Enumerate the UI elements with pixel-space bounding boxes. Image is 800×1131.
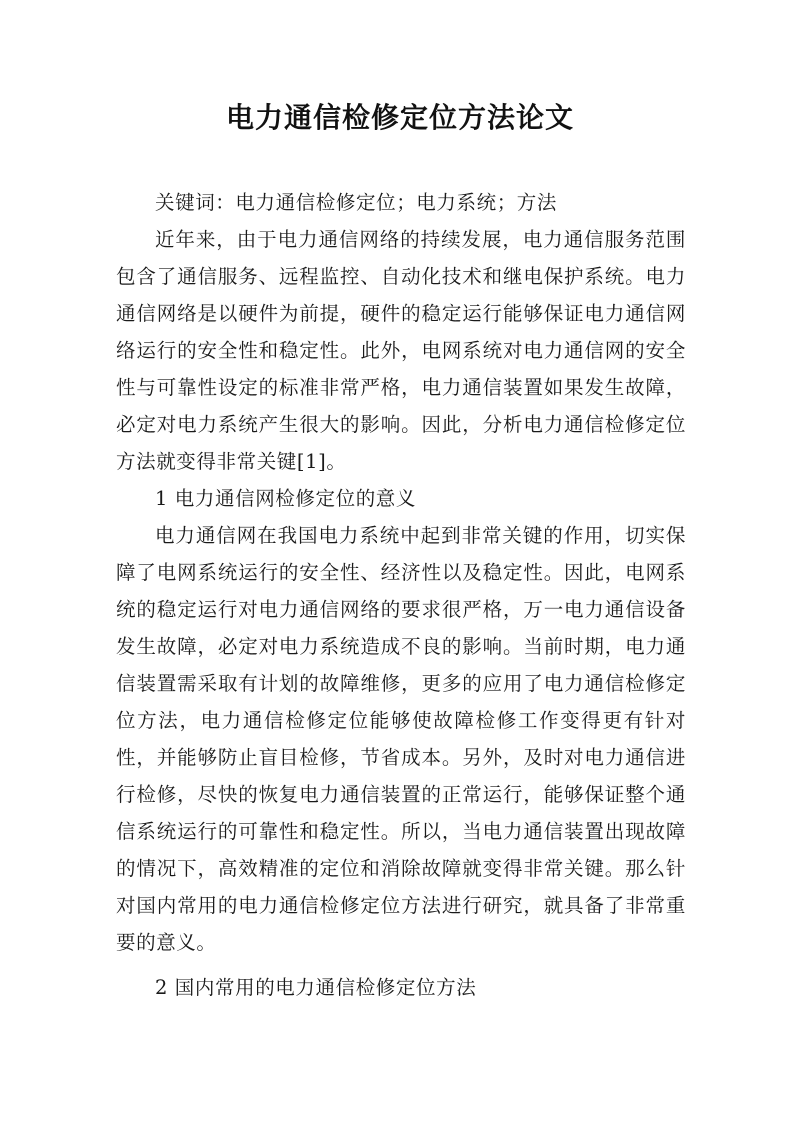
keywords-line: 关键词：电力通信检修定位；电力系统；方法 <box>155 191 558 214</box>
document-title: 电力通信检修定位方法论文 <box>225 101 574 134</box>
section-1-heading: 1 电力通信网检修定位的意义 <box>155 487 417 510</box>
section-1-paragraph: 电力通信网在我国电力系统中起到非常关键的作用，切实保障了电网系统运行的安全性、经济性以及稳定性。因此，电网系统的稳定运行对电力通信网络的要求很严格，万一电力通信设备发生故障，必定对电力系统造成不良的影响。当前时期，电力通信装置需采取有计划的故障维修，更多的应用了电力通信检修定位方法，电力通信检修定位能够使故障检修工作变得更有针对性，并能够防止盲目检修，节省成本。另外，及时对电力通信进行检修，尽快的恢复电力通信装置的正常运行，能够保证整个通信系统运行的可靠性和稳定性。所以，当电力通信装置出现故障的情况下，高效精准的定位和消除故障就变得非常关键。那么针对国内常用的电力通信检修定位方法进行研究，就具备了非常重要的意义。 <box>116 524 686 954</box>
document-body <box>116 184 686 1006</box>
intro-paragraph: 近年来，由于电力通信网络的持续发展，电力通信服务范围包含了通信服务、远程监控、自动化技术和继电保护系统。电力通信网络是以硬件为前提，硬件的稳定运行能够保证电力通信网络运行的安全性和稳定性。此外，电网系统对电力通信网的安全性与可靠性设定的标准非常严格，电力通信装置如果发生故障，必定对电力系统产生很大的影响。因此，分析电力通信检修定位方法就变得非常关键[1]。 <box>116 228 686 473</box>
section-2-heading: 2 国内常用的电力通信检修定位方法 <box>155 976 477 999</box>
